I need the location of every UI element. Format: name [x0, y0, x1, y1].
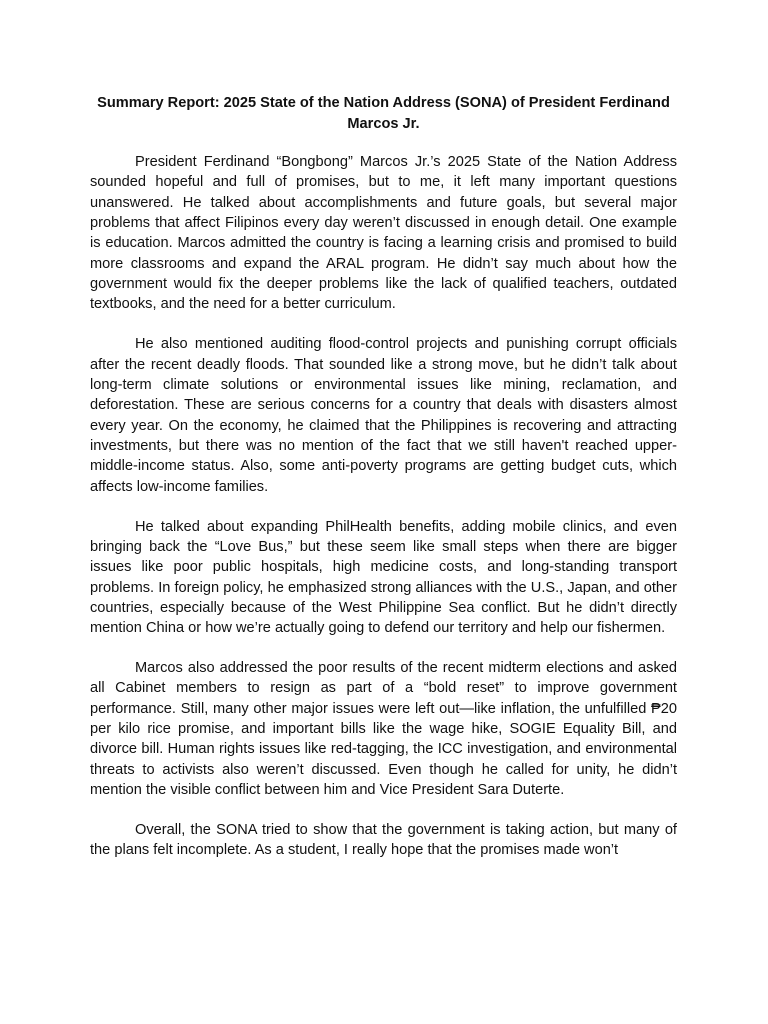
- paragraph-floods-economy: He also mentioned auditing flood-control projects and punishing corrupt officials after the recent deadly floods. That sounded like a strong move, but he didn’t talk about long-term climate solutions or environmental issues like mining, reclamation, and deforestation. These are serious concerns for a country that deals with disasters almost every year. On the economy, he claimed that the Philippines is recovering and attracting investments, but there was no mention of the fact that we still haven't reached upper-middle-income status. Also, some anti-poverty programs are getting budget cuts, which affects low-income families.: [90, 336, 677, 495]
- document-page: [90, 93, 677, 861]
- paragraph-health-foreign-policy: He talked about expanding PhilHealth benefits, adding mobile clinics, and even bringing back the “Love Bus,” but these seem like small steps when there are bigger issues like poor public hospitals, high medicine costs, and long-standing transport problems. In foreign policy, he emphasized strong alliances with the U.S., Japan, and other countries, especially because of the West Philippine Sea conflict. But he didn’t directly mention China or how we’re actually going to defend our territory and help our fishermen.: [90, 518, 677, 637]
- paragraph-cabinet-issues: Marcos also addressed the poor results of the recent midterm elections and asked all Cabinet members to resign as part of a “bold reset” to improve government performance. Still, many other major issues were left out—like inflation, the unfulfilled ₱20 per kilo rice promise, and important bills like the wage hike, SOGIE Equality Bill, and divorce bill. Human rights issues like red-tagging, the ICC investigation, and environmental threats to activists also weren’t discussed. Even though he called for unity, he didn’t mention the visible conflict between him and Vice President Sara Duterte.: [90, 660, 677, 799]
- document-title: Summary Report: 2025 State of the Nation Address (SONA) of President Ferdinand Marcos Jr.: [97, 95, 670, 132]
- paragraph-education: President Ferdinand “Bongbong” Marcos Jr.’s 2025 State of the Nation Address sounded hopeful and full of promises, but to me, it left many important questions unanswered. He talked about accomplishments and future goals, but several major problems that affect Filipinos every day weren’t discussed in enough detail. One example is education. Marcos admitted the country is facing a learning crisis and promised to build more classrooms and expand the ARAL program. He didn’t say much about how the government would fix the deeper problems like the lack of qualified teachers, outdated textbooks, and the need for a better curriculum.: [90, 154, 677, 313]
- paragraph-overall: Overall, the SONA tried to show that the government is taking action, but many of the plans felt incomplete. As a student, I really hope that the promises made won’t: [90, 821, 677, 859]
